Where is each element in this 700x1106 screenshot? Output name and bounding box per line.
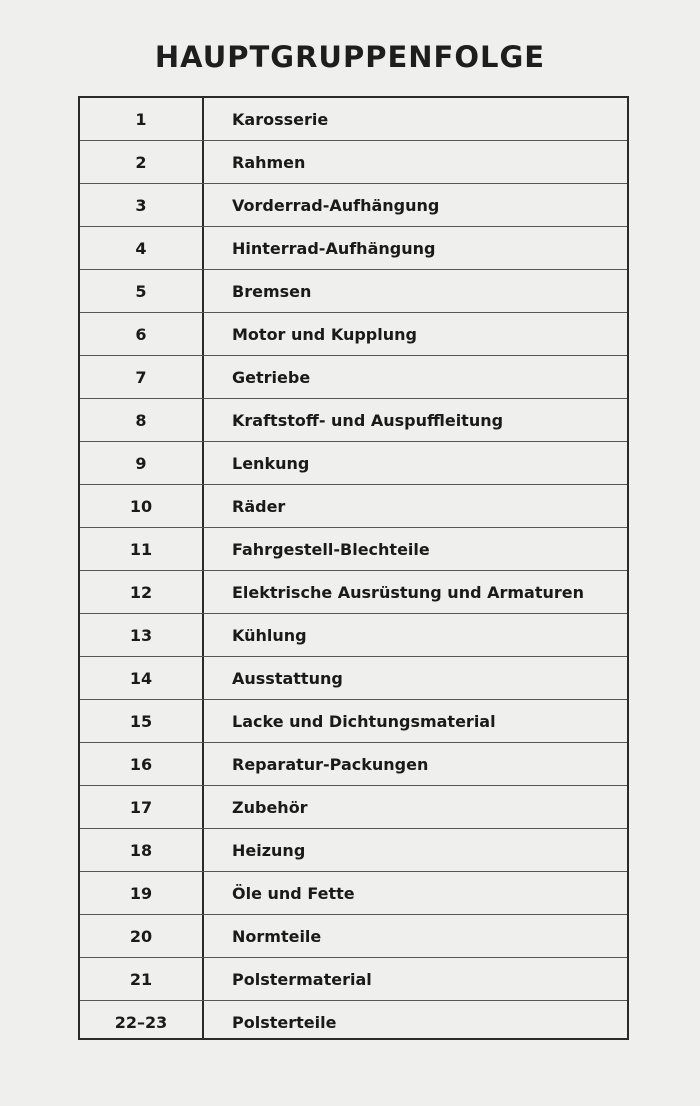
group-number: 17: [129, 798, 153, 817]
group-name: Fahrgestell-Blechteile: [232, 540, 430, 559]
table-row: [80, 227, 627, 270]
table-row: [80, 571, 627, 614]
page-title: HAUPTGRUPPENFOLGE: [154, 40, 546, 74]
table-row: [80, 98, 627, 141]
group-name: Öle und Fette: [232, 884, 355, 903]
group-number: 20: [129, 927, 153, 946]
table-row: [80, 141, 627, 184]
table-row: [80, 485, 627, 528]
group-number: 22–23: [114, 1013, 168, 1032]
group-number: 9: [135, 454, 147, 473]
group-name: Ausstattung: [232, 669, 343, 688]
group-number: 3: [135, 196, 147, 215]
table-row: [80, 872, 627, 915]
table-row: [80, 270, 627, 313]
group-name: Vorderrad-Aufhängung: [232, 196, 440, 215]
group-name: Lenkung: [232, 454, 310, 473]
group-name: Getriebe: [232, 368, 311, 387]
group-number: 14: [129, 669, 153, 688]
group-name: Rahmen: [232, 153, 306, 172]
group-number: 7: [135, 368, 147, 387]
group-number: 19: [129, 884, 153, 903]
table-row: [80, 786, 627, 829]
group-name: Kühlung: [232, 626, 307, 645]
group-number: 21: [129, 970, 153, 989]
group-number: 11: [129, 540, 153, 559]
table-row: [80, 657, 627, 700]
group-number: 8: [135, 411, 147, 430]
group-name: Reparatur-Packungen: [232, 755, 429, 774]
group-number: 2: [135, 153, 147, 172]
group-name: Motor und Kupplung: [232, 325, 417, 344]
table-row: [80, 915, 627, 958]
table-row: [80, 356, 627, 399]
group-number: 5: [135, 282, 147, 301]
group-number: 10: [129, 497, 153, 516]
table-row: [80, 614, 627, 657]
group-number: 18: [129, 841, 153, 860]
group-number: 16: [129, 755, 153, 774]
group-name: Zubehör: [232, 798, 308, 817]
table-row: [80, 313, 627, 356]
table-row: [80, 399, 627, 442]
group-name: Räder: [232, 497, 286, 516]
group-number: 12: [129, 583, 153, 602]
table-row: [80, 700, 627, 743]
group-number: 13: [129, 626, 153, 645]
group-name: Polstermaterial: [232, 970, 372, 989]
group-name: Lacke und Dichtungsmaterial: [232, 712, 496, 731]
group-number: 15: [129, 712, 153, 731]
group-name: Normteile: [232, 927, 322, 946]
table-row: [80, 442, 627, 485]
group-name: Polsterteile: [232, 1013, 337, 1032]
group-number: 1: [135, 110, 147, 129]
table-row: [80, 958, 627, 1001]
group-name: Kraftstoff- und Auspuffleitung: [232, 411, 504, 430]
group-name: Hinterrad-Aufhängung: [232, 239, 436, 258]
table-row: [80, 743, 627, 786]
table-row: [80, 184, 627, 227]
table-row: [80, 829, 627, 872]
group-name: Karosserie: [232, 110, 329, 129]
group-number: 6: [135, 325, 147, 344]
group-name: Heizung: [232, 841, 306, 860]
group-number: 4: [135, 239, 147, 258]
table-row: [80, 1001, 627, 1044]
group-name: Elektrische Ausrüstung und Armaturen: [232, 583, 585, 602]
group-name: Bremsen: [232, 282, 312, 301]
group-table: [78, 96, 629, 1040]
table-row: [80, 528, 627, 571]
